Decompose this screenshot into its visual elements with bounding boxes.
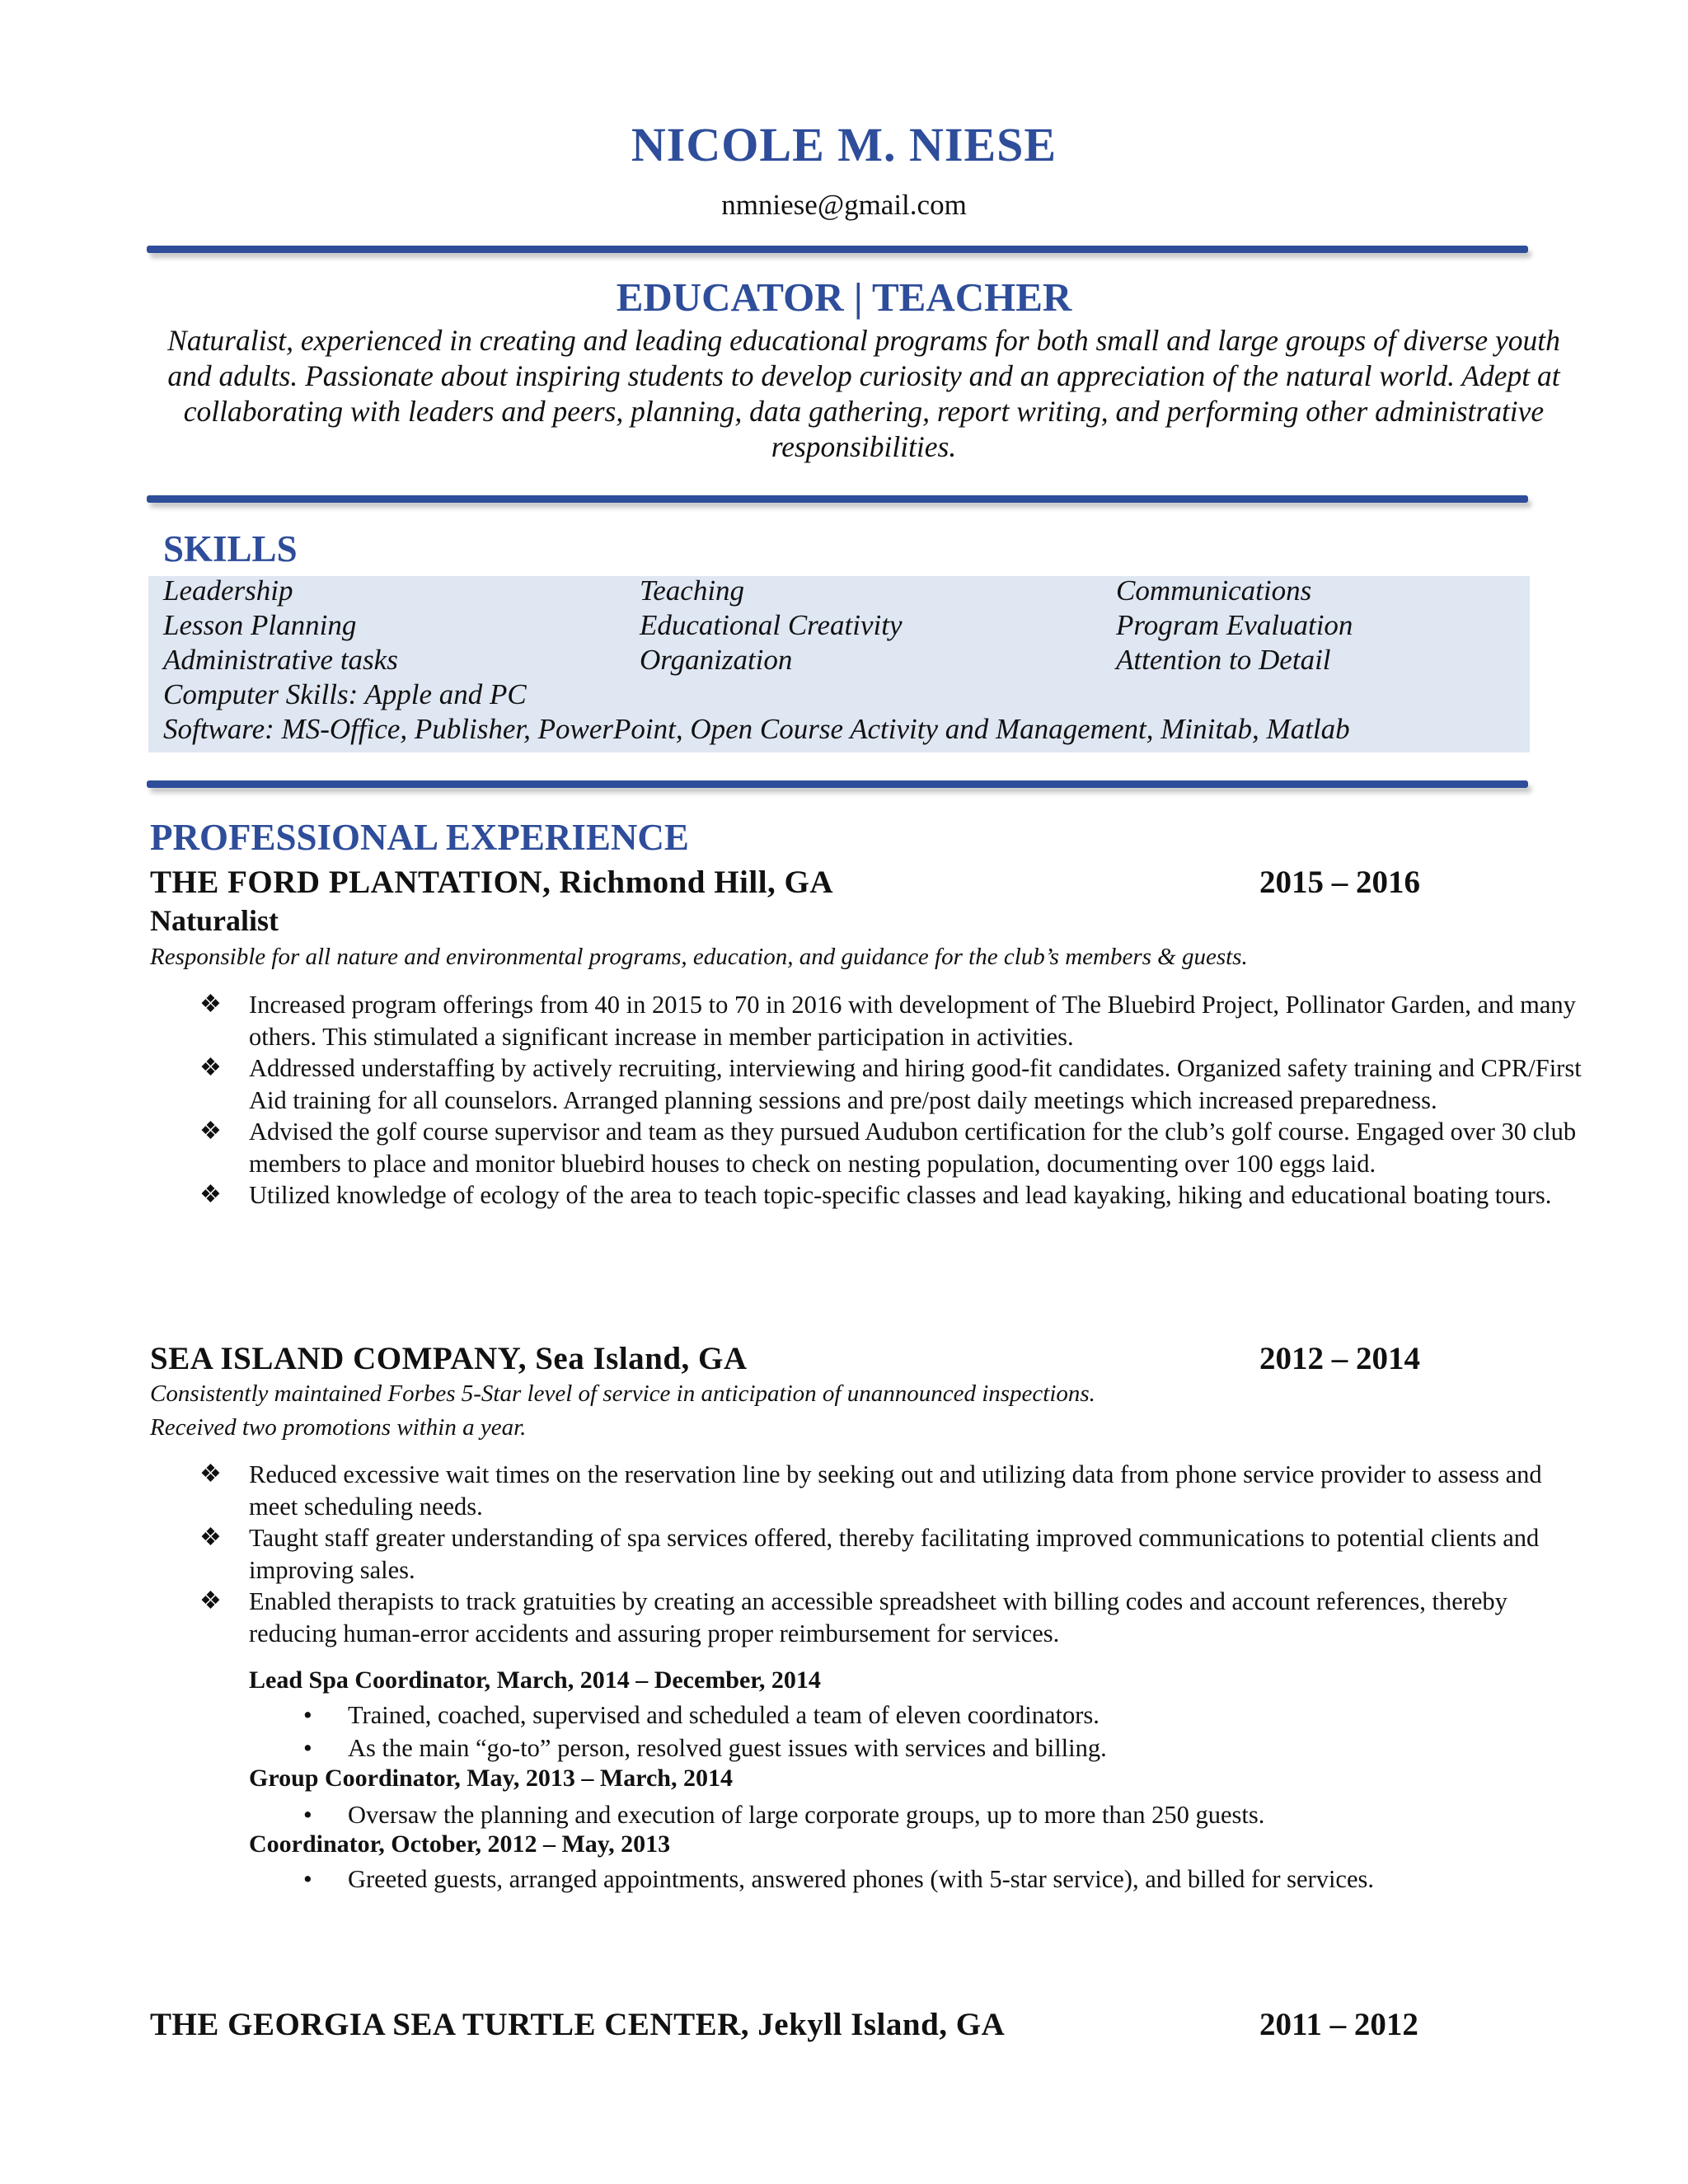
bullet-icon: • [303, 1701, 312, 1729]
diamond-bullet-icon: ❖ [199, 1118, 222, 1145]
list-item: • Oversaw the planning and execution of large corporate groups, up to more than 250 guests. [298, 1798, 1584, 1831]
diamond-bullet-icon: ❖ [199, 1460, 222, 1488]
divider-rule [147, 780, 1528, 788]
list-item: ❖ Utilized knowledge of ecology of the area to teach topic-specific classes and lead kayaking, hiking and educational boating tours. [199, 1179, 1584, 1212]
position-duties [298, 1699, 1584, 1765]
position-title: Lead Spa Coordinator, March, 2014 – December, 2014 [249, 1666, 821, 1694]
divider-rule [147, 495, 1528, 503]
profile-summary: Naturalist, experienced in creating and leading educational programs for both small and large groups of diverse youth and adults. Passionate about inspiring students to develop curiosity and an appreciation of the natural world. Adept at collaborating with leaders and peers, planning, data gathering, report writing, and performing other administrative responsibilities. [167, 324, 1560, 463]
list-item: • Trained, coached, supervised and scheduled a team of eleven coordinators. [298, 1699, 1584, 1732]
software-skills: Software: MS-Office, Publisher, PowerPoint, Open Course Activity and Management, Minitab, Matlab [163, 713, 1350, 745]
list-item: ❖ Enabled therapists to track gratuities by creating an accessible spreadsheet with billing codes and account references, thereby reducing human-error accidents and assuring proper reimbursement for services. [199, 1587, 1507, 1647]
employment-dates: 2011 – 2012 [1259, 2007, 1418, 2042]
position-duties [298, 1798, 1584, 1831]
skill-item: Communications [1116, 574, 1312, 607]
skill-item: Organization [640, 644, 793, 676]
bullet-icon: • [303, 1734, 312, 1762]
company-name: THE GEORGIA SEA TURTLE CENTER, Jekyll Island, GA [150, 2007, 1006, 2042]
company-name: SEA ISLAND COMPANY, Sea Island, GA [150, 1341, 748, 1376]
skill-item: Lesson Planning [163, 609, 357, 641]
accomplishment-list [199, 1459, 1584, 1649]
diamond-bullet-icon: ❖ [199, 1587, 222, 1615]
contact-email[interactable]: nmniese@gmail.com [721, 189, 967, 221]
accomplishment-list [199, 989, 1584, 1212]
company-name: THE FORD PLANTATION, Richmond Hill, GA [150, 865, 834, 900]
list-item: ❖ Reduced excessive wait times on the reservation line by seeking out and utilizing data from phone service provider to assess and meet scheduling needs. [199, 1460, 1542, 1521]
candidate-name: NICOLE M. NIESE [631, 118, 1057, 171]
skills-heading: SKILLS [163, 528, 298, 569]
job-description: Consistently maintained Forbes 5-Star level of service in anticipation of unannounced inspections. [150, 1380, 1095, 1407]
job-description: Received two promotions within a year. [150, 1414, 527, 1441]
job-title: Naturalist [150, 904, 279, 937]
skill-item: Administrative tasks [163, 644, 398, 676]
skill-item: Leadership [163, 574, 293, 607]
diamond-bullet-icon: ❖ [199, 1054, 222, 1081]
employment-dates: 2015 – 2016 [1259, 865, 1420, 900]
skill-item: Educational Creativity [640, 609, 903, 641]
skill-item: Teaching [640, 574, 745, 607]
bullet-icon: • [303, 1801, 312, 1829]
experience-heading: PROFESSIONAL EXPERIENCE [150, 817, 689, 858]
list-item: • Greeted guests, arranged appointments, answered phones (with 5-star service), and billed for services. [298, 1863, 1584, 1896]
diamond-bullet-icon: ❖ [199, 991, 222, 1018]
position-title: Coordinator, October, 2012 – May, 2013 [249, 1830, 671, 1858]
position-title: Group Coordinator, May, 2013 – March, 2014 [249, 1765, 733, 1792]
skill-item: Attention to Detail [1116, 644, 1331, 676]
bullet-icon: • [303, 1865, 312, 1893]
list-item: ❖ Addressed understaffing by actively recruiting, interviewing and hiring good-fit candidates. Organized safety training and CPR/First Aid training for all counselors. Arranged planning sessions and pre/post daily meetings which increased preparedness. [199, 1054, 1582, 1114]
diamond-bullet-icon: ❖ [199, 1524, 222, 1551]
list-item: ❖ Taught staff greater understanding of spa services offered, thereby facilitating improved communications to potential clients and improving sales. [199, 1524, 1540, 1584]
list-item: • As the main “go-to” person, resolved guest issues with services and billing. [298, 1732, 1584, 1765]
professional-headline: EDUCATOR | TEACHER [616, 274, 1072, 320]
list-item: ❖ Advised the golf course supervisor and team as they pursued Audubon certification for the club’s golf course. Engaged over 30 club members to place and monitor bluebird houses to check on nesting population, documenting over 100 eggs laid. [199, 1118, 1577, 1178]
position-duties [298, 1863, 1584, 1896]
job-description: Responsible for all nature and environmental programs, education, and guidance for the club’s members & guests. [150, 944, 1248, 970]
divider-rule [147, 246, 1528, 253]
diamond-bullet-icon: ❖ [199, 1181, 222, 1208]
skill-item: Program Evaluation [1116, 609, 1353, 641]
list-item: ❖ Increased program offerings from 40 in 2015 to 70 in 2016 with development of The Bluebird Project, Pollinator Garden, and many others. This stimulated a significant increase in member participation in activities. [199, 991, 1576, 1051]
computer-skills: Computer Skills: Apple and PC [163, 678, 527, 710]
skills-box [148, 576, 1530, 752]
employment-dates: 2012 – 2014 [1259, 1341, 1420, 1376]
